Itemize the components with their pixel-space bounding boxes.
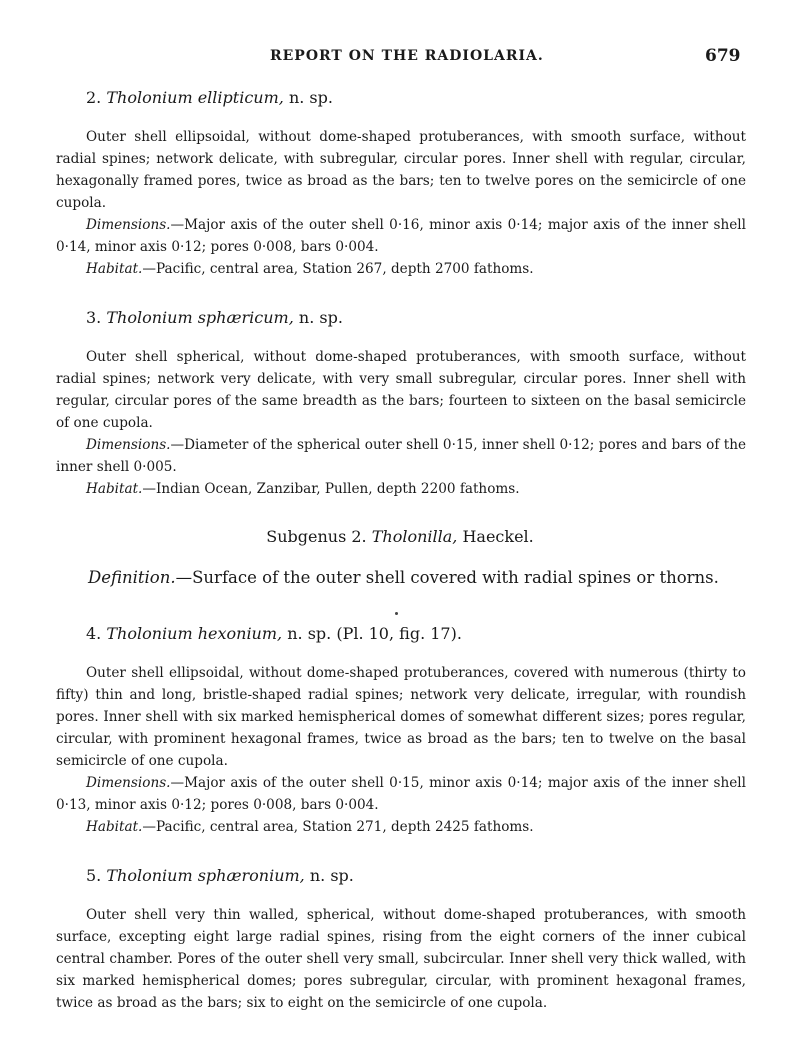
species-dimensions: Dimensions.—Major axis of the outer shell 0·15, minor axis 0·14; major axis of the inner shell 0·13, minor axis 0·12; pores 0·008, bars 0·004. bbox=[56, 775, 746, 813]
species-habitat: Habitat.—Indian Ocean, Zanzibar, Pullen, depth 2200 fathoms. bbox=[86, 481, 520, 497]
print-speck bbox=[395, 612, 398, 615]
species-heading: 4. Tholonium hexonium, n. sp. (Pl. 10, fig. 17). bbox=[86, 624, 462, 643]
species-name: Tholonium sphæronium, bbox=[106, 866, 305, 885]
species-heading: 3. Tholonium sphæricum, n. sp. bbox=[86, 308, 343, 327]
species-entry bbox=[56, 88, 746, 280]
species-description: Outer shell ellipsoidal, without dome-shaped protuberances, with smooth surface, without radial spines; network delicate, with subregular, circular pores. Inner shell with regular, circular, hexagonally framed pores, twice as broad as the bars; ten to twelve pores on the semicircle of one cupola. bbox=[56, 129, 746, 211]
species-name: Tholonium sphæricum, bbox=[106, 308, 294, 327]
species-name: Tholonium ellipticum, bbox=[106, 88, 284, 107]
species-entry bbox=[56, 308, 746, 500]
species-entry bbox=[56, 866, 746, 1014]
page-header bbox=[0, 46, 800, 70]
species-description: Outer shell spherical, without dome-shaped protuberances, with smooth surface, without radial spines; network very delicate, with very small subregular, circular pores. Inner shell with regular, circular pores of the same breadth as the bars; fourteen to sixteen on the basal semicircle of one cupola. bbox=[56, 349, 746, 431]
page-number: 679 bbox=[705, 46, 741, 66]
running-title: REPORT ON THE RADIOLARIA. bbox=[270, 48, 544, 64]
species-name: Tholonium hexonium, bbox=[106, 624, 283, 643]
species-description: Outer shell ellipsoidal, without dome-shaped protuberances, covered with numerous (thirty to fifty) thin and long, bristle-shaped radial spines; network very delicate, irregular, with roundish pores. Inner shell with six marked hemispherical domes of somewhat different sizes; pores regular, circular, with prominent hexagonal frames, twice as broad as the bars; ten to twelve on the basal semicircle of one cupola. bbox=[56, 665, 746, 769]
species-dimensions: Dimensions.—Major axis of the outer shell 0·16, minor axis 0·14; major axis of the inner shell 0·14, minor axis 0·12; pores 0·008, bars 0·004. bbox=[56, 217, 746, 255]
subgenus-definition: Definition.—Surface of the outer shell covered with radial spines or thorns. bbox=[88, 568, 719, 587]
species-entry bbox=[56, 624, 746, 838]
species-description: Outer shell very thin walled, spherical, without dome-shaped protuberances, with smooth surface, excepting eight large radial spines, rising from the eight corners of the inner cubical central chamber. Pores of the outer shell very small, subcircular. Inner shell very thick walled, with six marked hemispherical domes; pores subregular, circular, with prominent hexagonal frames, twice as broad as the bars; six to eight on the semicircle of one cupola. bbox=[56, 907, 746, 1011]
species-heading: 5. Tholonium sphæronium, n. sp. bbox=[86, 866, 354, 885]
species-habitat: Habitat.—Pacific, central area, Station 267, depth 2700 fathoms. bbox=[86, 261, 534, 277]
species-heading: 2. Tholonium ellipticum, n. sp. bbox=[86, 88, 333, 107]
species-habitat: Habitat.—Pacific, central area, Station 271, depth 2425 fathoms. bbox=[86, 819, 534, 835]
subgenus-heading: Subgenus 2. Tholonilla, Haeckel. bbox=[266, 527, 534, 546]
species-dimensions: Dimensions.—Diameter of the spherical outer shell 0·15, inner shell 0·12; pores and bars of the inner shell 0·005. bbox=[56, 437, 746, 475]
